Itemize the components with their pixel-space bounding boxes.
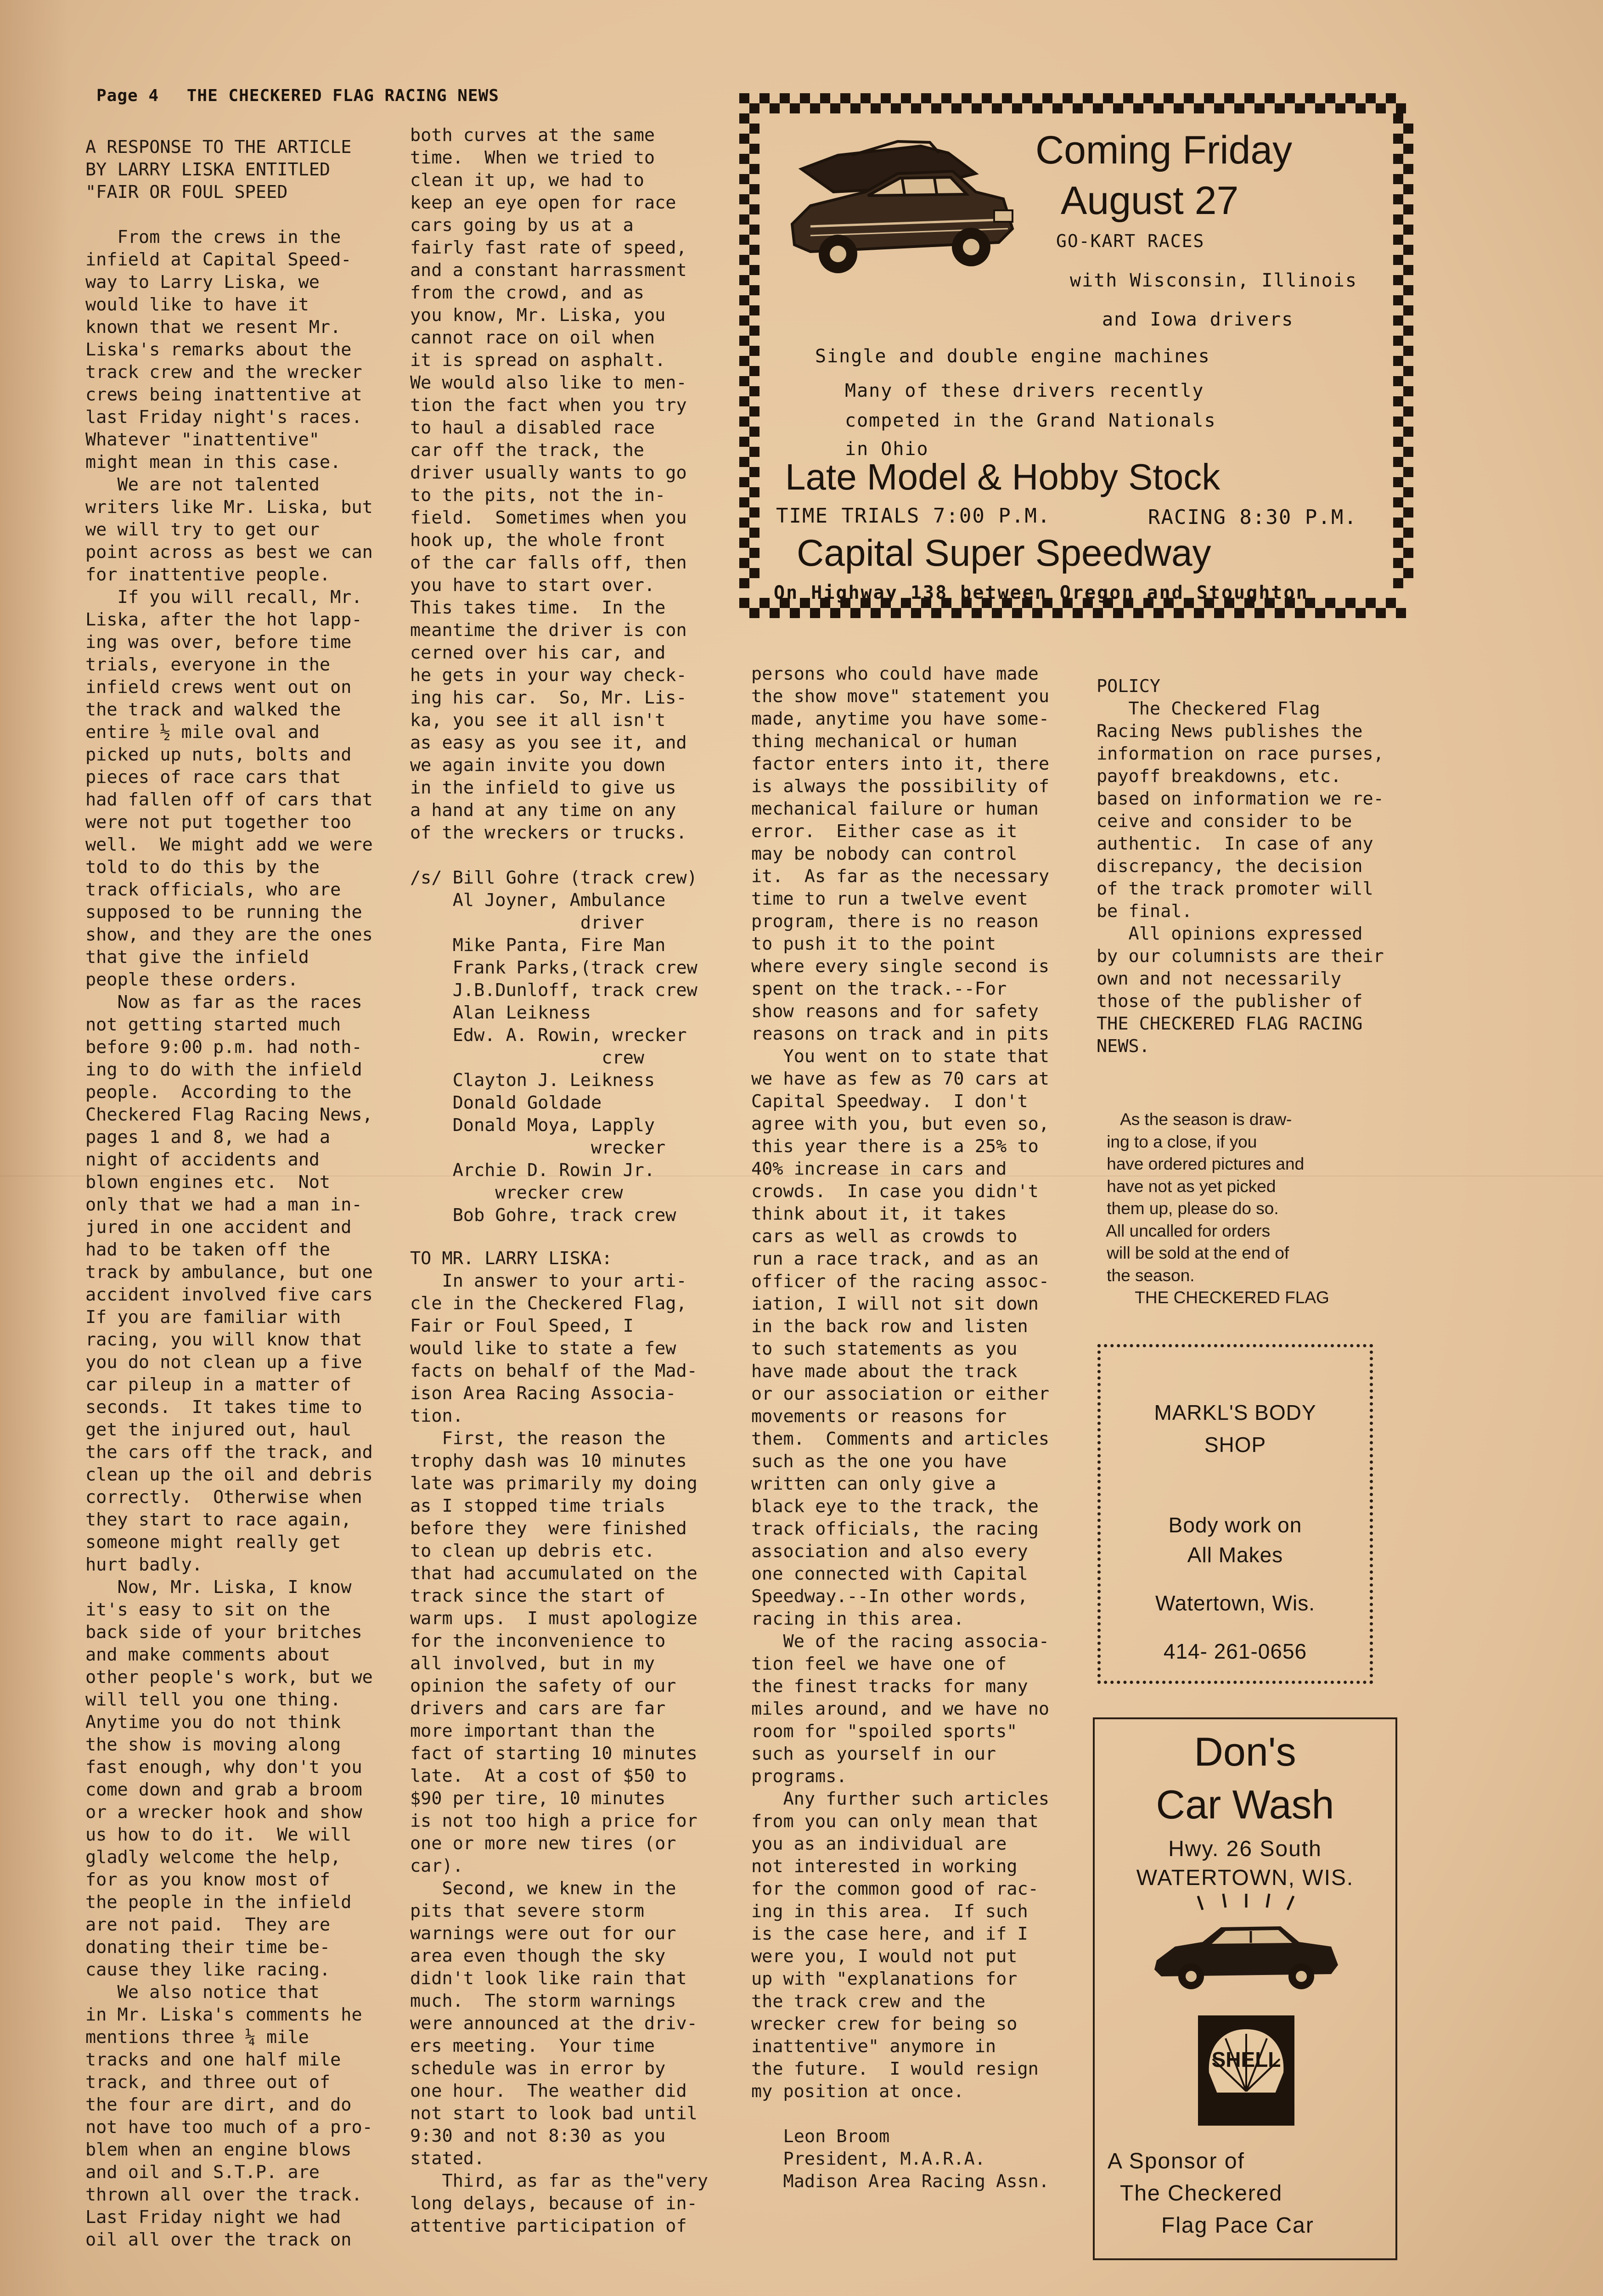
dons-name-line1: Don's bbox=[1194, 1729, 1296, 1774]
checker-square bbox=[1386, 93, 1396, 103]
checker-square bbox=[1393, 396, 1403, 406]
checker-square bbox=[1194, 608, 1204, 618]
checker-square bbox=[830, 103, 840, 113]
checker-square bbox=[1123, 93, 1133, 103]
checker-square bbox=[1234, 103, 1244, 113]
checker-square bbox=[972, 608, 982, 618]
checker-square bbox=[749, 164, 759, 174]
checker-square bbox=[800, 93, 810, 103]
checker-square bbox=[1403, 305, 1413, 315]
dons-address: Hwy. 26 South bbox=[1168, 1837, 1322, 1861]
checker-square bbox=[840, 93, 850, 103]
checker-square bbox=[1393, 154, 1403, 164]
ad-nationals-2: competed in the Grand Nationals bbox=[845, 410, 1216, 431]
checker-square bbox=[1315, 103, 1325, 113]
checker-square bbox=[739, 578, 749, 588]
checker-square bbox=[1153, 608, 1164, 618]
ad-states-2: and Iowa drivers bbox=[1102, 309, 1294, 330]
ad-title-line2: August 27 bbox=[1061, 179, 1239, 223]
checker-square bbox=[1403, 406, 1413, 416]
checker-square bbox=[739, 295, 749, 305]
checker-square bbox=[749, 487, 759, 497]
checker-square bbox=[1393, 275, 1403, 285]
checker-square bbox=[931, 608, 941, 618]
checker-square bbox=[1393, 538, 1403, 548]
checker-square bbox=[931, 103, 941, 113]
checker-square bbox=[1345, 93, 1356, 103]
checker-square bbox=[1403, 184, 1413, 194]
checker-square bbox=[1254, 608, 1265, 618]
checker-square bbox=[749, 103, 759, 113]
checker-square bbox=[1073, 103, 1083, 113]
checker-square bbox=[739, 497, 749, 507]
dons-name-line2: Car Wash bbox=[1156, 1782, 1334, 1827]
checker-square bbox=[1093, 608, 1103, 618]
policy-notice: POLICY The Checkered Flag Racing News publishes the information on race purses, payoff breakdowns, etc. based on information we re- ceive and consider to be authentic. In case of any discrepancy, the decision of the track promoter will be final. All opinions expressed by our columnists are their own and not necessarily those of the publisher of THE CHECKERED FLAG RACING NEWS. bbox=[1097, 676, 1384, 1057]
checker-square bbox=[1396, 103, 1406, 113]
checker-square bbox=[1403, 366, 1413, 376]
shell-logo-text: SHELL bbox=[1211, 2048, 1281, 2071]
checker-square bbox=[1403, 507, 1413, 518]
checker-square bbox=[739, 598, 749, 608]
checker-square bbox=[1403, 245, 1413, 255]
ad-gokart: GO-KART RACES bbox=[1056, 231, 1205, 251]
race-ad bbox=[739, 93, 1413, 618]
checker-square bbox=[861, 93, 871, 103]
checker-square bbox=[1103, 93, 1113, 103]
checker-square bbox=[749, 184, 759, 194]
checker-square bbox=[982, 93, 992, 103]
checker-square bbox=[901, 93, 911, 103]
checker-square bbox=[749, 305, 759, 315]
season-note: As the season is draw- ing to a close, if you have ordered pictures and have not as yet picked them up, please do so. All uncalled for orders will be sold at the end of the season. THE CHECKERED FLAG bbox=[1106, 1110, 1329, 1307]
checker-square bbox=[1345, 598, 1356, 608]
checker-square bbox=[749, 225, 759, 235]
checker-square bbox=[749, 265, 759, 275]
markl-phone: 414- 261-0656 bbox=[1163, 1639, 1307, 1663]
checker-square bbox=[1403, 487, 1413, 497]
checker-square bbox=[1403, 467, 1413, 477]
checker-square bbox=[1234, 608, 1244, 618]
checker-square bbox=[1393, 214, 1403, 225]
checker-square bbox=[739, 134, 749, 144]
checker-square bbox=[739, 396, 749, 406]
checker-square bbox=[911, 608, 921, 618]
checker-square bbox=[871, 608, 881, 618]
checker-square bbox=[1393, 336, 1403, 346]
checker-square bbox=[1002, 93, 1012, 103]
checker-square bbox=[739, 93, 749, 103]
checker-square bbox=[951, 608, 962, 618]
checker-square bbox=[749, 346, 759, 356]
checker-square bbox=[1393, 255, 1403, 265]
checker-square bbox=[1403, 164, 1413, 174]
checker-square bbox=[749, 427, 759, 437]
checker-square bbox=[1275, 103, 1285, 113]
checker-square bbox=[1393, 578, 1403, 588]
checker-square bbox=[992, 608, 1002, 618]
checker-square bbox=[1184, 93, 1194, 103]
checker-square bbox=[1403, 528, 1413, 538]
checker-square bbox=[749, 124, 759, 134]
checker-square bbox=[749, 204, 759, 214]
checker-square bbox=[1113, 608, 1123, 618]
checker-square bbox=[1083, 93, 1093, 103]
letter-crew-column-1: A RESPONSE TO THE ARTICLE BY LARRY LISKA ENTITLED "FAIR OR FOUL SPEED From the crews in the infield at Capital Speed- way to Larry Liska, we would like to have it known that we resent Mr. Liska's remarks about the track crew and the wrecker crews being inattentive at last Friday night's races. Whatever "inattentive" might mean in this case. We are not talented writers like Mr. Liska, but we will try to get our point across as best we can for inattentive people. If you will recall, Mr. Liska, after the hot lapp- ing was over, before time trials, everyone in the infield crews went out on the track and walked the entire ½ mile oval and picked up nuts, bolts and pieces of race cars that had fallen off of cars that were not put together too well. We might add we were told to do this by the track officials, who are supposed to be running the show, and they are the ones that give the infield people these orders. Now as far as the races not getting started much before 9:00 p.m. had noth- ing to do with the infield people. According to the Checkered Flag Racing News, pages 1 and 8, we had a night of accidents and blown engines etc. Not only that we had a man in- jured in one accident and had to be taken off the track by ambulance, but one accident involved five cars If you are familiar with racing, you will know that you do not clean up a five car pileup in a matter of seconds. It takes time to get the injured out, haul the cars off the track, and clean up the oil and debris correctly. Otherwise when they start to race again, someone might really get hurt badly. Now, Mr. Liska, I know it's easy to sit on the back side of your britches and make comments about other people's work, but we will tell you one thing. Anytime you do not think the show is moving along fast enough, why don't you come down and grab a broom or a wrecker hook and show us how to do it. We will gladly welcome the help, for as you know most of the people in the infield are not paid. They are donating their time be- cause they like racing. We also notice that in Mr. Liska's comments he mentions three ¼ mile tracks and one half mile track, and three out of the four are dirt, and do not have too much of a pro- blem when an engine blows and oil and S.T.P. are thrown all over the track. Last Friday night we had oil all over the track on bbox=[85, 137, 373, 2250]
checker-square bbox=[1403, 548, 1413, 558]
dons-sponsor-line1: A Sponsor of bbox=[1108, 2149, 1245, 2173]
checker-square bbox=[1133, 608, 1143, 618]
checker-square bbox=[1022, 93, 1032, 103]
sedan-illustration bbox=[1147, 1891, 1345, 2002]
checker-square bbox=[1403, 265, 1413, 275]
checker-square bbox=[790, 103, 800, 113]
checker-square bbox=[881, 93, 891, 103]
checker-square bbox=[1133, 103, 1143, 113]
checker-square bbox=[749, 528, 759, 538]
checker-square bbox=[1403, 427, 1413, 437]
checker-square bbox=[739, 518, 749, 528]
checker-square bbox=[749, 406, 759, 416]
checker-square bbox=[780, 93, 790, 103]
checker-square bbox=[1073, 608, 1083, 618]
checker-square bbox=[1032, 103, 1042, 113]
checker-square bbox=[749, 608, 759, 618]
dons-city: WATERTOWN, WIS. bbox=[1136, 1866, 1354, 1890]
checker-square bbox=[1285, 93, 1295, 103]
checker-square bbox=[739, 275, 749, 285]
checker-square bbox=[1143, 93, 1153, 103]
checker-square bbox=[739, 437, 749, 447]
checker-square bbox=[739, 416, 749, 427]
checker-square bbox=[1403, 326, 1413, 336]
race-car-illustration bbox=[783, 137, 1017, 293]
checker-square bbox=[739, 255, 749, 265]
checker-square bbox=[1224, 93, 1234, 103]
checker-square bbox=[1194, 103, 1204, 113]
checker-square bbox=[749, 386, 759, 396]
ad-headline: Late Model & Hobby Stock bbox=[785, 456, 1221, 497]
checker-square bbox=[1335, 608, 1345, 618]
letter-mara-column-2: persons who could have made the show move" statement you made, anytime you have some- thing mechanical or human factor enters into it, there is always the possibility of mechanical failure or human error. Either case as it may be nobody can control it. As far as the necessary time to run a twelve event program, there is no reason to push it to the point where every single second is spent on the track.--For show reasons and for safety reasons on track and in pits You went on to state that we have as few as 70 cars at Capital Speedway. I don't agree with you, but even so, this year there is a 25% to 40% increase in cars and crowds. In case you didn't think about it, it takes cars as well as crowds to run a race track, and as an officer of the racing assoc- iation, I will not sit down in the back row and listen to such statements as you have made about the track or our association or either movements or reasons for them. Comments and articles such as the one you have written can only give a black eye to the track, the track officials, the racing association and also every one connected with Capital Speedway.--In other words, racing in this area. We of the racing associa- tion feel we have one of the finest tracks for many miles around, and we have no room for "spoiled sports" such as yourself in our programs. Any further such articles from you can only mean that you as an individual are not interested in working for the common good of rac- ing in this area. If such is the case here, and if I were you, I would not put up with "explanations for the track crew and the wrecker crew for being so inattentive" anymore in the future. I would resign my position at once. Leon Broom President, M.A.R.A. Madison Area Racing Assn. bbox=[751, 664, 1050, 2192]
checker-square bbox=[739, 174, 749, 184]
checker-square bbox=[749, 568, 759, 578]
checker-square bbox=[1393, 437, 1403, 447]
checker-square bbox=[972, 103, 982, 113]
checker-square bbox=[759, 93, 770, 103]
checker-square bbox=[1403, 124, 1413, 134]
checker-square bbox=[1335, 103, 1345, 113]
checker-square bbox=[759, 598, 770, 608]
checker-square bbox=[1356, 103, 1366, 113]
checker-square bbox=[1366, 598, 1376, 608]
letter-crew-column-2: both curves at the same time. When we tried to clean it up, we had to keep an eye open for race cars going by us at a fairly fast rate of speed, and a constant harrassment from the crowd, and as you know, Mr. Liska, you cannot race on oil when it is spread on asphalt. We would also like to men- tion the fact when you try to haul a disabled race car off the track, the driver usually wants to go to the pits, not the in- field. Sometimes when you hook up, the whole front of the car falls off, then you have to start over. This takes time. In the meantime the driver is con cerned over his car, and he gets in your way check- ing his car. So, Mr. Lis- ka, you see it all isn't as easy as you see it, and we again invite you down in the infield to give us a hand at any time on any of the wreckers or trucks. /s/ Bill Gohre (track crew) Al Joyner, Ambulance driver Mike Panta, Fire Man Frank Parks,(track crew J.B.Dunloff, track crew Alan Leikness Edw. A. Rowin, wrecker crew Clayton J. Leikness Donald Goldade Donald Moya, Lapply wrecker Archie D. Rowin Jr. wrecker crew Bob Gohre, track crew bbox=[410, 125, 697, 1226]
checker-square bbox=[1093, 103, 1103, 113]
checker-square bbox=[871, 103, 881, 113]
shell-logo-icon bbox=[1198, 2015, 1294, 2126]
checker-square bbox=[921, 93, 931, 103]
letter-mara-column-1: TO MR. LARRY LISKA: In answer to your arti- cle in the Checkered Flag, Fair or Foul Speed, I would like to state a few facts on behalf of the Mad- ison Area Racing Associa- tion. First, the reason the trophy dash was 10 minutes late was primarily my doing as I stopped time trials before they were finished to clean up debris etc. that had accumulated on the track since the start of warm ups. I must apologize for the inconvenience to all involved, but in my opinion the safety of our drivers and cars are far more important than the fact of starting 10 minutes late. At a cost of $50 to $90 per tire, 10 minutes is not too high a price for one or more new tires (or car). Second, we knew in the pits that severe storm warnings were out for our area even though the sky didn't look like rain that much. The storm warnings were announced at the driv- ers meeting. Your time schedule was in error by one hour. The weather did not start to look bad until 9:30 and not 8:30 as you stated. Third, as far as the"very long delays, because of in- attentive participation of bbox=[410, 1248, 709, 2236]
checker-square bbox=[1174, 608, 1184, 618]
checker-square bbox=[1393, 457, 1403, 467]
markl-city: Watertown, Wis. bbox=[1155, 1591, 1316, 1615]
checker-square bbox=[739, 154, 749, 164]
checker-square bbox=[1164, 93, 1174, 103]
ad-engines: Single and double engine machines bbox=[815, 346, 1210, 367]
ad-nationals-1: Many of these drivers recently bbox=[845, 380, 1204, 401]
checker-square bbox=[1325, 598, 1335, 608]
checker-square bbox=[962, 93, 972, 103]
checker-square bbox=[1393, 295, 1403, 305]
checker-square bbox=[1403, 386, 1413, 396]
checker-square bbox=[749, 326, 759, 336]
checker-square bbox=[1393, 174, 1403, 184]
checker-square bbox=[739, 457, 749, 467]
page-header bbox=[96, 86, 517, 114]
checker-square bbox=[770, 608, 780, 618]
checker-square bbox=[1042, 93, 1052, 103]
checker-square bbox=[1325, 93, 1335, 103]
checker-square bbox=[739, 356, 749, 366]
checker-square bbox=[1315, 608, 1325, 618]
ad-location: On Highway 138 between Oregon and Stoughton bbox=[774, 582, 1309, 603]
checker-square bbox=[1393, 518, 1403, 528]
checker-square bbox=[1403, 204, 1413, 214]
checker-square bbox=[739, 558, 749, 568]
checker-square bbox=[1393, 416, 1403, 427]
checker-square bbox=[1393, 376, 1403, 386]
checker-square bbox=[1376, 103, 1386, 113]
ad-states-1: with Wisconsin, Illinois bbox=[1070, 270, 1357, 291]
checker-square bbox=[749, 447, 759, 457]
checker-square bbox=[1244, 93, 1254, 103]
checker-square bbox=[1393, 235, 1403, 245]
checker-square bbox=[1403, 225, 1413, 235]
checker-square bbox=[1113, 103, 1123, 113]
checker-square bbox=[1012, 103, 1022, 113]
checker-square bbox=[1403, 447, 1413, 457]
checker-square bbox=[1214, 103, 1224, 113]
checker-square bbox=[739, 477, 749, 487]
checker-square bbox=[1295, 103, 1305, 113]
checker-square bbox=[1214, 608, 1224, 618]
checker-square bbox=[1393, 194, 1403, 204]
checker-square bbox=[1403, 568, 1413, 578]
checker-square bbox=[1254, 103, 1265, 113]
checker-square bbox=[1396, 608, 1406, 618]
checker-square bbox=[1403, 285, 1413, 295]
checker-square bbox=[850, 103, 861, 113]
checker-square bbox=[1265, 93, 1275, 103]
checker-square bbox=[1275, 608, 1285, 618]
dons-sponsor-line2: The Checkered bbox=[1120, 2181, 1283, 2206]
checker-square bbox=[1393, 356, 1403, 366]
checker-square bbox=[1393, 497, 1403, 507]
checker-square bbox=[1393, 558, 1403, 568]
checker-square bbox=[749, 144, 759, 154]
checker-square bbox=[941, 93, 951, 103]
checker-square bbox=[951, 103, 962, 113]
checker-square bbox=[1403, 144, 1413, 154]
markl-service-line1: Body work on bbox=[1168, 1513, 1302, 1537]
ad-time-trials: TIME TRIALS 7:00 P.M. bbox=[776, 504, 1051, 528]
checker-square bbox=[749, 467, 759, 477]
checker-square bbox=[891, 103, 901, 113]
checker-square bbox=[1204, 93, 1214, 103]
checker-square bbox=[739, 113, 749, 124]
checker-square bbox=[749, 245, 759, 255]
checker-square bbox=[810, 608, 820, 618]
dons-sponsor-line3: Flag Pace Car bbox=[1161, 2213, 1314, 2238]
checker-square bbox=[1393, 134, 1403, 144]
checker-square bbox=[830, 608, 840, 618]
checker-square bbox=[810, 103, 820, 113]
dons-car-wash-ad bbox=[1093, 1717, 1397, 2260]
ad-nationals-3: in Ohio bbox=[845, 439, 929, 460]
checker-square bbox=[749, 548, 759, 558]
ad-title-line1: Coming Friday bbox=[1035, 128, 1293, 172]
checker-square bbox=[1305, 93, 1315, 103]
checker-square bbox=[1386, 598, 1396, 608]
checker-square bbox=[739, 336, 749, 346]
checker-square bbox=[992, 103, 1002, 113]
checker-square bbox=[749, 507, 759, 518]
checker-square bbox=[1052, 103, 1063, 113]
checker-square bbox=[1153, 103, 1164, 113]
checker-square bbox=[1366, 93, 1376, 103]
checker-square bbox=[1356, 608, 1366, 618]
markl-name-line2: SHOP bbox=[1204, 1433, 1266, 1457]
ad-venue: Capital Super Speedway bbox=[797, 532, 1211, 574]
markl-body-shop-ad bbox=[1097, 1344, 1373, 1684]
markl-name-line1: MARKL'S BODY bbox=[1154, 1401, 1316, 1424]
checker-square bbox=[739, 538, 749, 548]
checker-square bbox=[911, 103, 921, 113]
checker-square bbox=[739, 214, 749, 225]
checker-square bbox=[739, 194, 749, 204]
checker-square bbox=[1063, 93, 1073, 103]
page-edge-shadow bbox=[0, 0, 69, 2296]
checker-square bbox=[1295, 608, 1305, 618]
checker-square bbox=[790, 608, 800, 618]
checker-square bbox=[739, 376, 749, 386]
checker-square bbox=[1393, 113, 1403, 124]
paper-name: THE CHECKERED FLAG RACING NEWS bbox=[186, 86, 499, 105]
checker-square bbox=[1174, 103, 1184, 113]
ad-racing-time: RACING 8:30 P.M. bbox=[1148, 506, 1357, 529]
checker-square bbox=[1012, 608, 1022, 618]
checker-square bbox=[1403, 346, 1413, 356]
checker-square bbox=[1393, 315, 1403, 326]
checker-square bbox=[1393, 477, 1403, 487]
checker-square bbox=[891, 608, 901, 618]
checker-square bbox=[850, 608, 861, 618]
checker-square bbox=[739, 235, 749, 245]
markl-service-line2: All Makes bbox=[1187, 1543, 1283, 1567]
checker-square bbox=[820, 93, 830, 103]
checker-square bbox=[1052, 608, 1063, 618]
checker-square bbox=[1376, 608, 1386, 618]
page-number: Page 4 bbox=[96, 86, 159, 105]
checker-square bbox=[1032, 608, 1042, 618]
checker-square bbox=[739, 315, 749, 326]
checker-square bbox=[770, 103, 780, 113]
checker-square bbox=[749, 366, 759, 376]
checker-square bbox=[749, 285, 759, 295]
